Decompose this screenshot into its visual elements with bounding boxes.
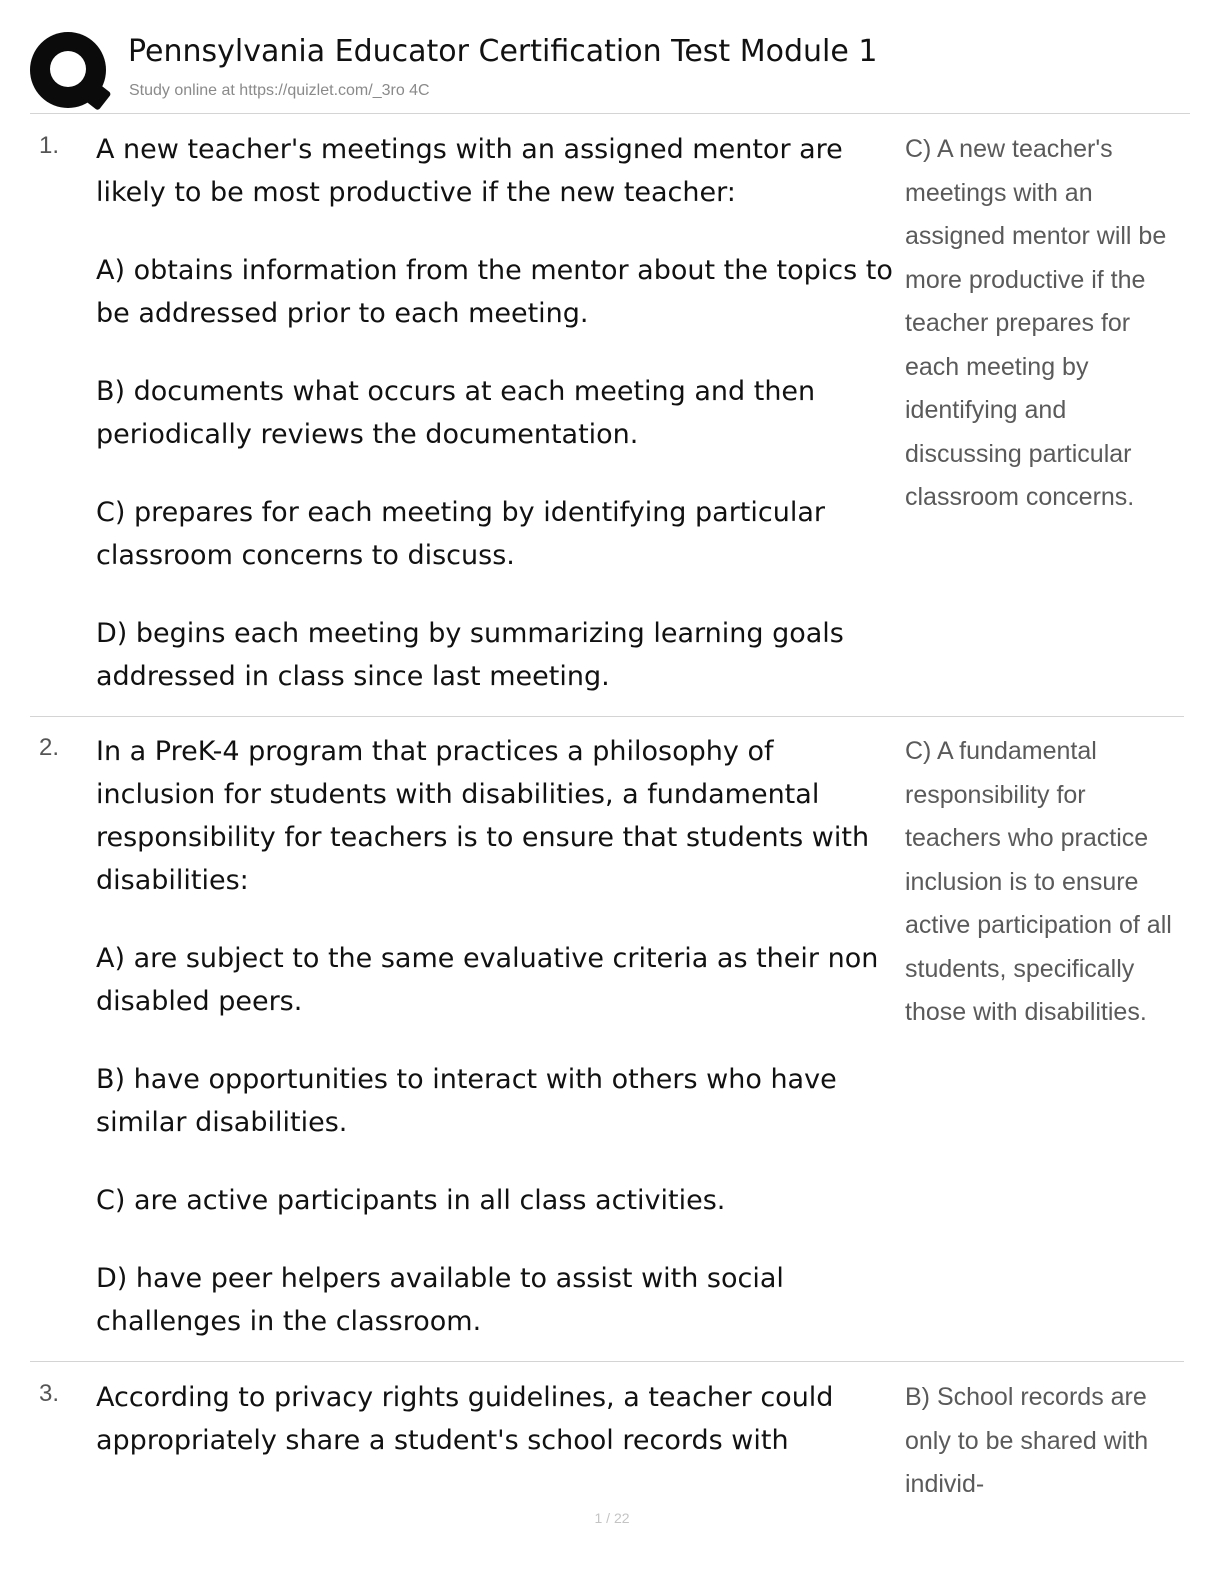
question-stem: In a PreK-4 program that practices a philosophy of inclusion for students with disabilities, a fundamental responsibility for teachers is to ensure that students with disabilities: <box>96 736 870 896</box>
card-answer: B) School records are only to be shared with individ- <box>905 1383 1149 1498</box>
study-online-link[interactable]: Study online at https://quizlet.com/_3ro 4C <box>129 82 430 99</box>
option-b: B) have opportunities to interact with others who have similar disabilities. <box>96 1064 837 1138</box>
option-c: C) prepares for each meeting by identifying particular classroom concerns to discuss. <box>96 497 825 571</box>
page-header <box>30 30 1190 114</box>
flashcard-3 <box>30 1376 1184 1498</box>
quizlet-logo-icon <box>30 32 106 108</box>
option-d: D) begins each meeting by summarizing learning goals addressed in class since last meeting. <box>96 618 844 692</box>
option-a: A) obtains information from the mentor about the topics to be addressed prior to each meeting. <box>96 255 893 329</box>
card-number: 1. <box>39 132 60 159</box>
option-a: A) are subject to the same evaluative criteria as their non disabled peers. <box>96 943 879 1017</box>
page-number: 1 / 22 <box>594 1510 630 1526</box>
option-b: B) documents what occurs at each meeting and then periodically reviews the documentation. <box>96 376 816 450</box>
question-stem: A new teacher's meetings with an assigned mentor are likely to be most productive if the new teacher: <box>96 134 843 208</box>
card-question <box>96 730 896 1343</box>
question-stem: According to privacy rights guidelines, a teacher could appropriately share a student's school records with <box>96 1382 834 1456</box>
card-question <box>96 128 896 698</box>
option-d: D) have peer helpers available to assist with social challenges in the classroom. <box>96 1263 784 1337</box>
option-c: C) are active participants in all class activities. <box>96 1185 726 1216</box>
card-number: 3. <box>39 1380 60 1407</box>
card-answer: C) A fundamental responsibility for teachers who practice inclusion is to ensure active participation of all students, specifically those with disabilities. <box>905 737 1172 1026</box>
flashcard-2 <box>30 730 1184 1362</box>
flashcard-1 <box>30 128 1184 717</box>
set-title: Pennsylvania Educator Certification Test Module 1 <box>128 34 878 69</box>
card-answer: C) A new teacher's meetings with an assigned mentor will be more productive if the teacher prepares for each meeting by identifying and discussing particular classroom concerns. <box>905 135 1167 511</box>
card-question <box>96 1376 896 1462</box>
card-number: 2. <box>39 734 60 761</box>
